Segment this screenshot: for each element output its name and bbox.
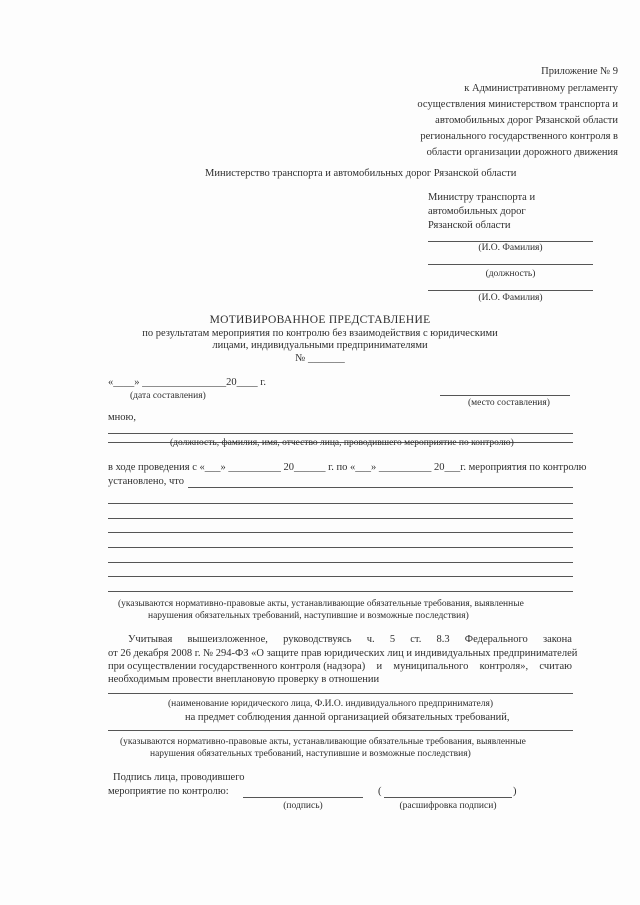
decode-line	[384, 797, 512, 798]
subject-text: на предмет соблюдения данной организацией обязательных требований,	[185, 712, 510, 723]
word: муниципального	[393, 661, 469, 672]
addressee-name-caption: (И.О. Фамилия)	[478, 243, 543, 253]
addressee-line: Рязанской области	[428, 220, 511, 231]
word: и	[376, 661, 383, 672]
date-field: «____» ________________20____ г.	[108, 377, 266, 388]
word: 5	[389, 634, 396, 645]
findings-line	[108, 591, 573, 592]
ministry-name: Министерство транспорта и автомобильных дорог Рязанской области	[205, 168, 517, 179]
signature-label: Подпись лица, проводившего	[113, 772, 245, 783]
appendix-line: области организации дорожного движения	[426, 147, 618, 158]
during-line: в ходе проведения с «___» __________ 20______ г. по «___» __________ 20___г. мероприятия по контролю	[108, 462, 587, 473]
acts-caption: (указываются нормативно-правовые акты, устанавливающие обязательные требования, выявленные	[118, 599, 524, 609]
findings-line	[188, 487, 573, 488]
document-number: № _______	[295, 353, 345, 364]
word: 8.3	[436, 634, 450, 645]
word: вышеизложенное,	[187, 634, 268, 645]
signature-label: мероприятие по контролю:	[108, 786, 229, 797]
addressee-line: автомобильных дорог	[428, 206, 526, 217]
word: при осуществлении государственного контроля (надзора)	[108, 661, 366, 672]
decode-caption: (расшифровка подписи)	[399, 801, 497, 811]
considering-line4: необходимым провести внеплановую проверку в отношении	[108, 674, 380, 685]
official-caption: (должность, фамилия, имя, отчество лица, проводившего мероприятие по контролю)	[170, 438, 514, 448]
word: закона	[542, 634, 572, 645]
word: контроля»,	[479, 661, 529, 672]
considering-line3	[108, 661, 572, 673]
addressee-name2-caption: (И.О. Фамилия)	[478, 293, 543, 303]
findings-line	[108, 547, 573, 548]
entity-caption: (наименование юридического лица, Ф.И.О. индивидуального предпринимателя)	[168, 699, 494, 709]
entity-line	[108, 693, 573, 694]
word: ст.	[410, 634, 422, 645]
appendix-number: Приложение № 9	[541, 66, 618, 77]
findings-line	[108, 562, 573, 563]
acts-caption: нарушения обязательных требований, наступившие и возможные последствия)	[148, 611, 469, 621]
place-line	[440, 395, 570, 396]
considering-line1	[128, 634, 572, 646]
signature-line	[243, 797, 363, 798]
place-caption: (место составления)	[468, 398, 550, 408]
appendix-line: к Административному регламенту	[464, 83, 618, 94]
title-subline: лицами, индивидуальными предпринимателями	[212, 340, 428, 351]
word: ч.	[366, 634, 375, 645]
acts-caption2: (указываются нормативно-правовые акты, устанавливающие обязательные требования, выявленные	[120, 737, 526, 747]
appendix-line: осуществления министерством транспорта и	[417, 99, 618, 110]
findings-line	[108, 532, 573, 533]
addressee-position-caption: (должность)	[485, 269, 536, 279]
during-line: установлено, что	[108, 476, 184, 487]
considering-line2: от 26 декабря 2008 г. № 294-ФЗ «О защите прав юридических лиц и индивидуальных предпринимателей	[108, 648, 578, 659]
requirements-line	[108, 730, 573, 731]
addressee-line: Министру транспорта и	[428, 192, 536, 203]
findings-line	[108, 576, 573, 577]
document-title: МОТИВИРОВАННОЕ ПРЕДСТАВЛЕНИЕ	[209, 314, 431, 326]
addressee-name2-line	[428, 290, 593, 291]
word: Учитывая	[128, 634, 173, 645]
word: руководствуясь	[283, 634, 352, 645]
official-line	[108, 433, 573, 434]
decode-close-paren: )	[513, 786, 517, 797]
acts-caption2: нарушения обязательных требований, наступившие и возможные последствия)	[150, 749, 471, 759]
date-caption: (дата составления)	[130, 391, 206, 401]
signature-caption: (подпись)	[283, 801, 323, 811]
word: считаю	[539, 661, 572, 672]
findings-line	[108, 503, 573, 504]
title-subline: по результатам мероприятия по контролю без взаимодействия с юридическими	[142, 328, 498, 339]
appendix-line: автомобильных дорог Рязанской области	[435, 115, 618, 126]
findings-line	[108, 518, 573, 519]
decode-open-paren: (	[378, 786, 382, 797]
word: Федерального	[464, 634, 528, 645]
appendix-line: регионального государственного контроля в	[420, 131, 618, 142]
by-me-text: мною,	[108, 412, 136, 423]
addressee-position-line	[428, 264, 593, 265]
